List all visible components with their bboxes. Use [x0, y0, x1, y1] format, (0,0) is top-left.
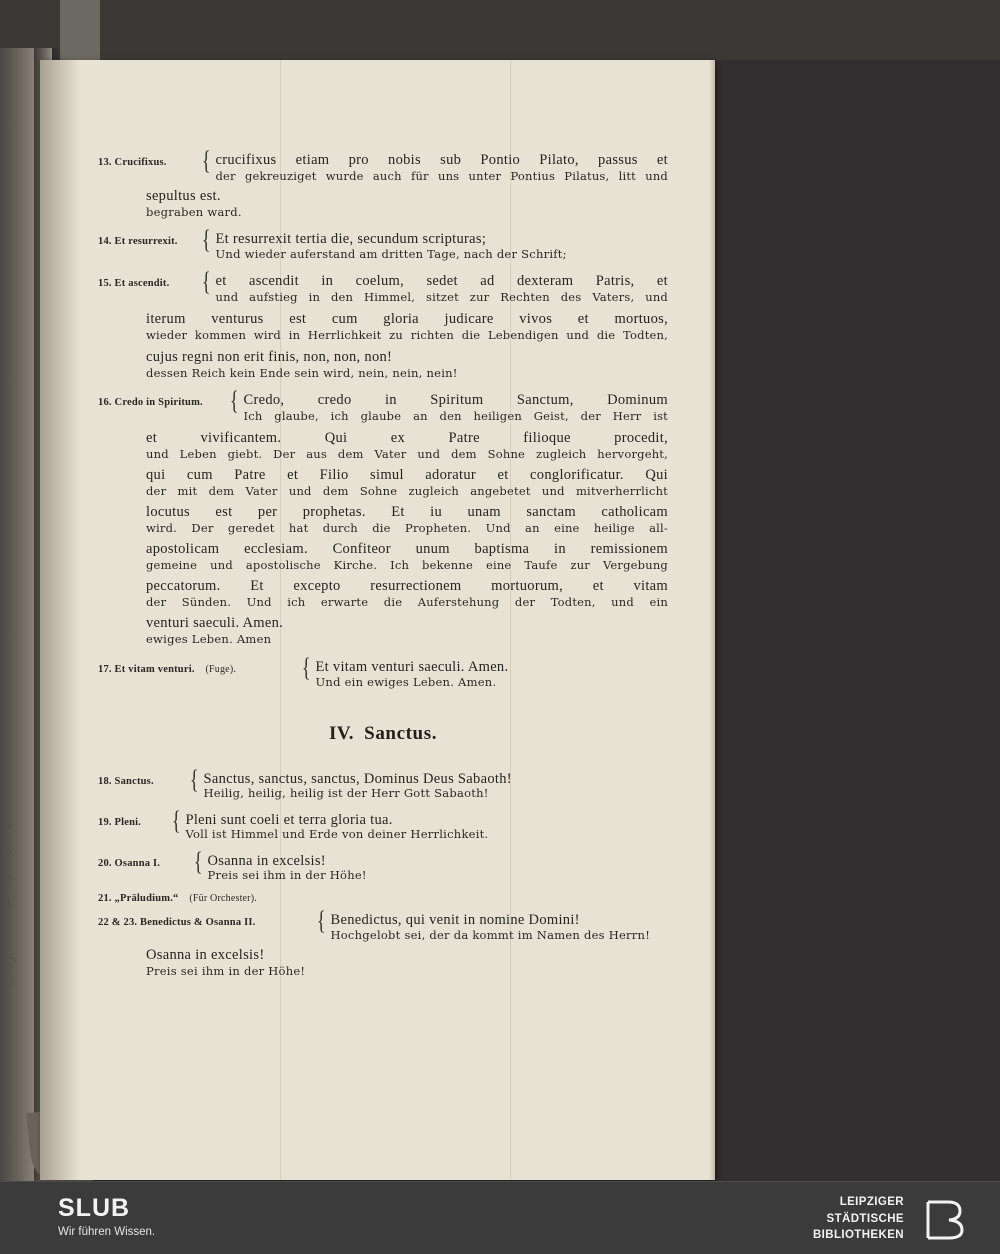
section-title: Sanctus.: [364, 722, 438, 744]
entry-number-22-23: 22 & 23. Benedictus & Osanna II.: [98, 917, 256, 929]
entry-number-20: 20. Osanna I.: [98, 857, 161, 869]
entry-17-german: Und ein ewiges Leben. Amen.: [315, 674, 497, 689]
entry-21-note: (Für Orchester).: [189, 893, 257, 905]
partner-branding: [813, 1194, 904, 1244]
entry-18: [98, 764, 668, 801]
entry-16-line: [146, 467, 668, 498]
entry-16-line5-latin: peccatorum. Et excepto resurrectionem mortuorum, et vitam: [146, 577, 668, 594]
entry-16-line5-german: der Sünden. Und ich erwarte die Auferstehung der Todten, und ein: [146, 594, 668, 609]
entry-14-latin: Et resurrexit tertia die, secundum scripturas;: [215, 231, 487, 247]
entry-14-german: Und wieder auferstand am dritten Tage, nach der Schrift;: [215, 246, 567, 261]
partner-logo-icon: [922, 1198, 966, 1242]
entry-21: [98, 893, 668, 904]
entry-20-latin: Osanna in excelsis!: [207, 852, 326, 869]
entry-15-latin-line3: cujus regni non erit finis, non, non, non!: [146, 348, 393, 365]
page-content: [98, 146, 668, 982]
entry-16-line2-latin: qui cum Patre et Filio simul adoratur et conglorificatur. Qui: [146, 466, 668, 483]
entry-17-label: 17. Et vitam venturi.: [98, 663, 195, 675]
entry-16-line2-german: der mit dem Vater und dem Sohne zugleich angebetet und mitverherrlicht: [146, 483, 668, 498]
entry-16-line: [146, 504, 668, 535]
entry-19: [98, 805, 668, 842]
section-heading: [98, 723, 668, 745]
entry-19-latin: Pleni sunt coeli et terra gloria tua.: [185, 811, 393, 828]
scanned-page: [40, 60, 715, 1180]
brace-icon: {: [316, 906, 326, 936]
entry-17: [98, 652, 668, 689]
entry-15-german-line3: dessen Reich kein Ende sein wird, nein, nein, nein!: [146, 365, 458, 380]
entry-13-german: der gekreuziget wurde auch für uns unter Pontius Pilatus, litt und: [215, 169, 668, 183]
margin-mark: 1: [6, 898, 12, 910]
slub-tagline: Wir führen Wissen.: [58, 1226, 156, 1238]
entry-16-line6-latin: venturi saeculi. Amen.: [146, 614, 284, 631]
entry-number-17: [98, 659, 298, 675]
entry-22-23: [98, 906, 668, 979]
slub-branding: [58, 1194, 155, 1238]
entry-16-latin: Credo, credo in Spiritum Sanctum, Dominum: [243, 391, 668, 408]
entry-18-latin: Sanctus, sanctus, sanctus, Dominus Deus Sabaoth!: [203, 770, 512, 787]
entry-number-14: 14. Et resurrexit.: [98, 236, 178, 247]
page-edge-shadow: [709, 60, 715, 1180]
brace-icon: {: [189, 764, 199, 794]
brace-icon: {: [201, 146, 211, 175]
brace-icon: {: [229, 385, 239, 415]
entry-17-note: (Fuge).: [205, 663, 237, 675]
entry-20: [98, 846, 668, 883]
entry-16-line3-latin: locutus est per prophetas. Et iu unam sanctam catholicam: [146, 503, 668, 520]
brace-icon: {: [301, 652, 311, 682]
entry-16-line1-german: und Leben giebt. Der aus dem Vater und dem Sohne zugleich hervorgeht,: [146, 446, 668, 461]
entry-22-german-cont: Preis sei ihm in der Höhe!: [146, 964, 306, 979]
entry-18-german: Heilig, heilig, heilig ist der Herr Gott Sabaoth!: [203, 786, 489, 801]
entry-16-line: [146, 541, 668, 572]
entry-21-label: 21. „Präludium.“: [98, 893, 179, 905]
entry-number-13: 13. Crucifixus.: [98, 157, 167, 168]
partner-line-2: STÄDTISCHE: [826, 1212, 904, 1225]
entry-15-latin: et ascendit in coelum, sedet ad dexteram Patris, et: [215, 272, 668, 289]
section-numeral: IV.: [328, 722, 355, 744]
entry-16-line6-german: ewiges Leben. Amen: [146, 631, 272, 646]
entry-16-line: [146, 615, 668, 646]
entry-15: [98, 266, 668, 380]
margin-mark: b: [6, 846, 12, 858]
page-inner-shade: [40, 60, 80, 1180]
partner-line-1: LEIPZIGER: [839, 1196, 904, 1208]
entry-13-latin-cont: sepultus est.: [146, 188, 221, 204]
brace-icon: {: [201, 266, 211, 296]
entry-13-latin: crucifixus etiam pro nobis sub Pontio Pilato, passus et: [215, 152, 668, 168]
entry-14: [98, 225, 668, 261]
scan-background-strip: [60, 0, 100, 60]
entry-15-german-line2: wieder kommen wird in Herrlichkeit zu richten die Lebendigen und die Todten,: [146, 327, 668, 342]
entry-16-line: [146, 430, 668, 461]
partner-line-3: BIBLIOTHEKEN: [812, 1229, 904, 1242]
brace-icon: {: [171, 805, 181, 835]
entry-13: [98, 146, 668, 219]
viewer-footer: [0, 1181, 1000, 1254]
entry-19-german: Voll ist Himmel und Erde von deiner Herrlichkeit.: [185, 827, 489, 842]
entry-17-latin: Et vitam venturi saeculi. Amen.: [315, 658, 509, 675]
entry-15-latin-line2: iterum venturus est cum gloria judicare vivos et mortuos,: [146, 310, 668, 327]
entry-15-german: und aufstieg in den Himmel, sitzet zur Rechten des Vaters, und: [215, 289, 668, 304]
entry-number-18: 18. Sanctus.: [98, 775, 154, 787]
entry-13-german-cont: begraben ward.: [146, 205, 242, 219]
slub-name: SLUB: [58, 1194, 131, 1222]
entry-22-latin: Benedictus, qui venit in nomine Domini!: [330, 912, 580, 929]
entry-number-15: 15. Et ascendit.: [98, 277, 170, 289]
entry-16-line4-latin: apostolicam ecclesiam. Confiteor unum baptisma in remissionem: [146, 540, 668, 557]
entry-16: [98, 385, 668, 646]
entry-16-line: [146, 578, 668, 609]
brace-icon: {: [193, 846, 203, 876]
entry-20-german: Preis sei ihm in der Höhe!: [207, 868, 367, 883]
entry-number-21: [98, 893, 257, 904]
entry-16-german: Ich glaube, ich glaube an den heiligen Geist, der Herr ist: [243, 408, 668, 423]
entry-number-19: 19. Pleni.: [98, 816, 142, 828]
entry-16-line3-german: wird. Der geredet hat durch die Propheten. Und an eine heilige all-: [146, 520, 668, 535]
entry-16-line1-latin: et vivificantem. Qui ex Patre filioque procedit,: [146, 429, 668, 446]
margin-mark: 3: [6, 872, 12, 884]
margin-mark: 3: [8, 976, 14, 988]
entry-22-latin-cont: Osanna in excelsis!: [146, 947, 265, 964]
entry-number-16: 16. Credo in Spiritum.: [98, 396, 203, 408]
brace-icon: {: [201, 225, 211, 254]
scan-background-top: [0, 0, 1000, 60]
entry-22-german: Hochgelobt sei, der da kommt im Namen des Herrn!: [330, 928, 651, 943]
margin-mark: 5: [6, 820, 12, 832]
entry-16-line4-german: gemeine und apostolische Kirche. Ich bekenne eine Taufe zur Vergebung: [146, 557, 668, 572]
margin-mark: K: [8, 952, 16, 964]
